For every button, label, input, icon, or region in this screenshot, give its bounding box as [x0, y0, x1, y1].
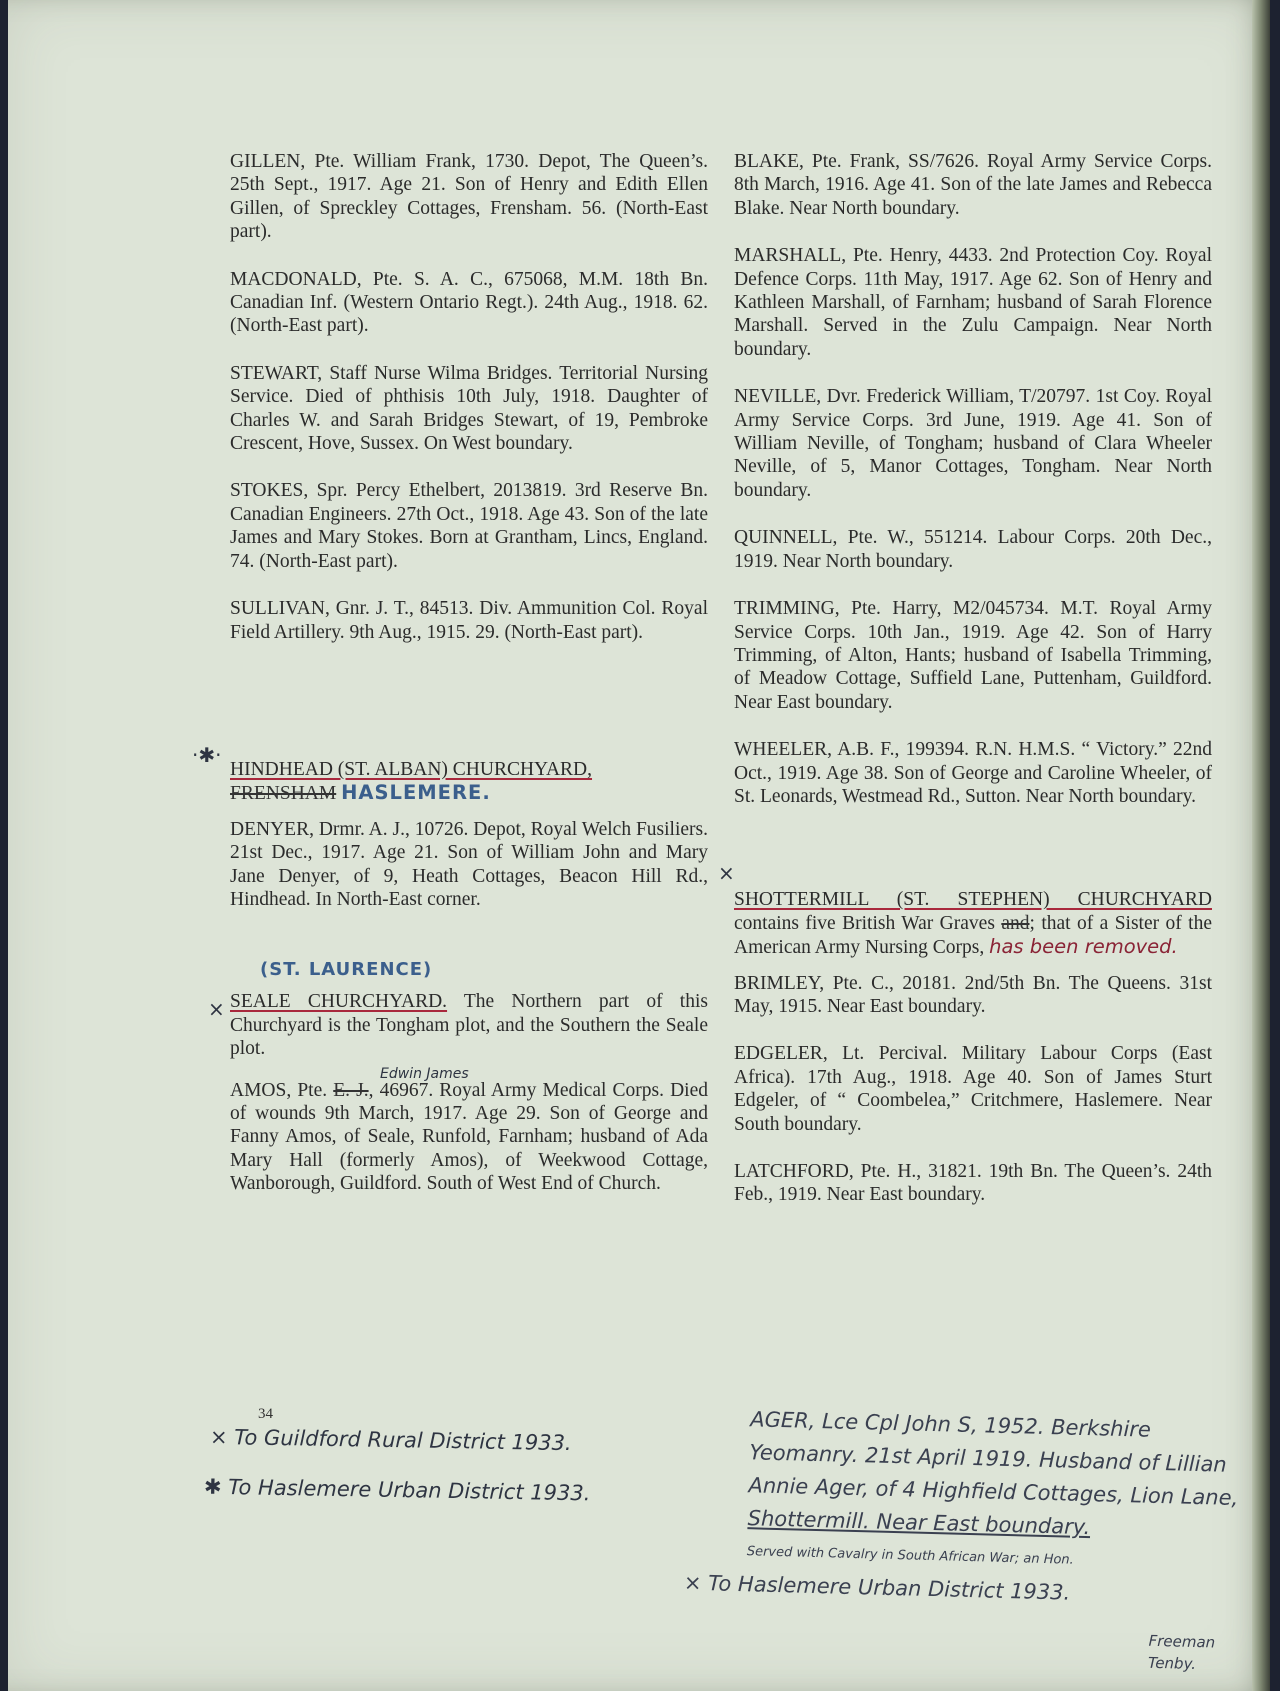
shottermill-struck: and: [1001, 912, 1030, 934]
seale-title: SEALE CHURCHYARD.: [230, 991, 448, 1013]
entry-latchford: LATCHFORD, Pte. H., 31821. 19th Bn. The Queen’s. 24th Feb., 1919. Near East boundary.: [734, 1161, 1212, 1206]
shottermill-intro-a: contains five British War Graves: [734, 912, 995, 934]
ager-line-2: Yeomanry. 21st April 1919. Husband of Lillian: [749, 1440, 1227, 1477]
cross-mark-icon: ×: [208, 997, 225, 1022]
entry-gillen: GILLEN, Pte. William Frank, 1730. Depot, The Queen’s. 25th Sept., 1917. Age 21. Son of Henry and Edith Ellen Gillen, of Spreckley Cottages, Frensham. 56. (North-East part).: [230, 151, 708, 243]
asterisk-mark-icon: ·✱·: [192, 742, 222, 767]
entry-trimming: TRIMMING, Pte. Harry, M2/045734. M.T. Royal Army Service Corps. 10th Jan., 1919. Age 42. Son of Harry Trimming, of Alton, Hants; husband of Isabella Trimming, of Meadow Cottage, Suffield Lane, Puttenham, Guildford. Near East boundary.: [734, 598, 1212, 713]
amos-struck: E. J.: [333, 1079, 369, 1101]
amos-name-insert: Edwin James: [380, 1065, 469, 1082]
entry-amos: [230, 1065, 708, 1196]
cross-mark-icon: ×: [718, 861, 735, 886]
entry-stewart: STEWART, Staff Nurse Wilma Bridges. Territorial Nursing Service. Died of phthisis 10th July, 1918. Daughter of Charles W. and Sarah Bridges Stewart, of 19, Pembroke Crescent, Hove, Sussex. On West boundary.: [230, 362, 708, 455]
haslemere-handwritten: HASLEMERE.: [341, 781, 491, 805]
document-page: [8, 0, 1270, 1691]
right-column: [718, 150, 1212, 1231]
entry-marshall: MARSHALL, Pte. Henry, 4433. 2nd Protection Coy. Royal Defence Corps. 11th May, 1917. Age 62. Son of Henry and Kathleen Marshall, of Farnham; husband of Sarah Florence Marshall. Served in the Zulu Campaign. Near North boundary.: [734, 245, 1212, 360]
footnote-haslemere: ✱ To Haslemere Urban District 1933.: [203, 1474, 591, 1506]
ager-side-note: Freeman Tenby.: [1147, 1631, 1216, 1673]
entry-blake: BLAKE, Pte. Frank, SS/7626. Royal Army Service Corps. 8th March, 1916. Age 41. Son of the late James and Rebecca Blake. Near North boundary.: [734, 151, 1212, 219]
shottermill-intro-b: ; that of a Sister of the American Army Nursing Corps,: [734, 912, 1212, 959]
entry-edgeler: EDGELER, Lt. Percival. Military Labour Corps (East Africa). 17th Aug., 1918. Age 40. Son of James Sturt Edgeler, of “ Coombelea,” Critchmere, Haslemere. Near South boundary.: [734, 1043, 1212, 1135]
entry-wheeler: WHEELER, A.B. F., 199394. R.N. H.M.S. “ Victory.” 22nd Oct., 1919. Age 38. Son of George and Caroline Wheeler, of St. Leonards, Westmead Rd., Sutton. Near North boundary.: [734, 739, 1212, 807]
st-laurence-insert: (ST. LAURENCE): [260, 959, 433, 981]
shottermill-handwritten-note: has been removed.: [989, 935, 1178, 959]
left-column: [192, 150, 708, 1220]
ager-line-6: × To Haslemere Urban District 1933.: [683, 1570, 1071, 1605]
entry-stokes: STOKES, Spr. Percy Ethelbert, 2013819. 3rd Reserve Bn. Canadian Engineers. 27th Oct., 1918. Age 43. Son of the late James and Mary Stokes. Born at Grantham, Lincs, England. 74. (North-East part).: [230, 480, 708, 572]
hindhead-heading: [192, 742, 708, 806]
handwritten-ager-entry: [683, 1403, 1270, 1673]
ager-line-4: Shottermill. Near East boundary.: [747, 1506, 1091, 1540]
shottermill-heading: [718, 861, 1212, 959]
ager-line-5: Served with Cavalry in South African War; an Hon.: [746, 1544, 1074, 1568]
amos-rest: , 46967. Royal Army Medical Corps. Died of wounds 9th March, 1917. Age 29. Son of George and Fanny Amos, of Seale, Runfold, Farnham; husband of Ada Mary Hall (formerly Amos), of Weekwood Cottage, Wanborough, Guildford. South of West End of Church.: [230, 1079, 708, 1195]
seale-heading: [208, 959, 708, 1060]
ager-line-1: AGER, Lce Cpl John S, 1952. Berkshire: [749, 1407, 1152, 1442]
shottermill-title: SHOTTERMILL (ST. STEPHEN) CHURCHYARD: [734, 889, 1212, 911]
entry-neville: NEVILLE, Dvr. Frederick William, T/20797. 1st Coy. Royal Army Service Corps. 3rd June, 1919. Age 41. Son of William Neville, of Tongham; husband of Clara Wheeler Neville, of 5, Manor Cottages, Tongham. Near North boundary.: [734, 386, 1212, 501]
page-number: 34: [258, 1406, 273, 1422]
amos-prefix: AMOS, Pte.: [230, 1079, 328, 1101]
entry-denyer: DENYER, Drmr. A. J., 10726. Depot, Royal Welch Fusiliers. 21st Dec., 1917. Age 21. Son of William John and Mary Jane Denyer, of 9, Heath Cottages, Beacon Hill Rd., Hindhead. In North-East corner.: [230, 818, 708, 910]
hindhead-title: HINDHEAD (ST. ALBAN) CHURCHYARD,: [230, 758, 593, 780]
ager-line-3: Annie Ager, of 4 Highfield Cottages, Lion Lane,: [748, 1473, 1239, 1511]
entry-macdonald: MACDONALD, Pte. S. A. C., 675068, M.M. 18th Bn. Canadian Inf. (Western Ontario Regt.). 24th Aug., 1918. 62. (North-East part).: [230, 268, 708, 337]
entry-sullivan: SULLIVAN, Gnr. J. T., 84513. Div. Ammunition Col. Royal Field Artillery. 9th Aug., 1915. 29. (North-East part).: [230, 598, 708, 643]
footnote-guildford: × To Guildford Rural District 1933.: [209, 1424, 572, 1456]
seale-intro: The Northern part of this Churchyard is the Tongham plot, and the Southern the Seale plot.: [230, 991, 708, 1060]
entry-quinnell: QUINNELL, Pte. W., 551214. Labour Corps. 20th Dec., 1919. Near North boundary.: [734, 527, 1212, 572]
frensham-struck: FRENSHAM: [230, 783, 337, 805]
entry-brimley: BRIMLEY, Pte. C., 20181. 2nd/5th Bn. The Queens. 31st May, 1915. Near East boundary.: [734, 972, 1212, 1017]
